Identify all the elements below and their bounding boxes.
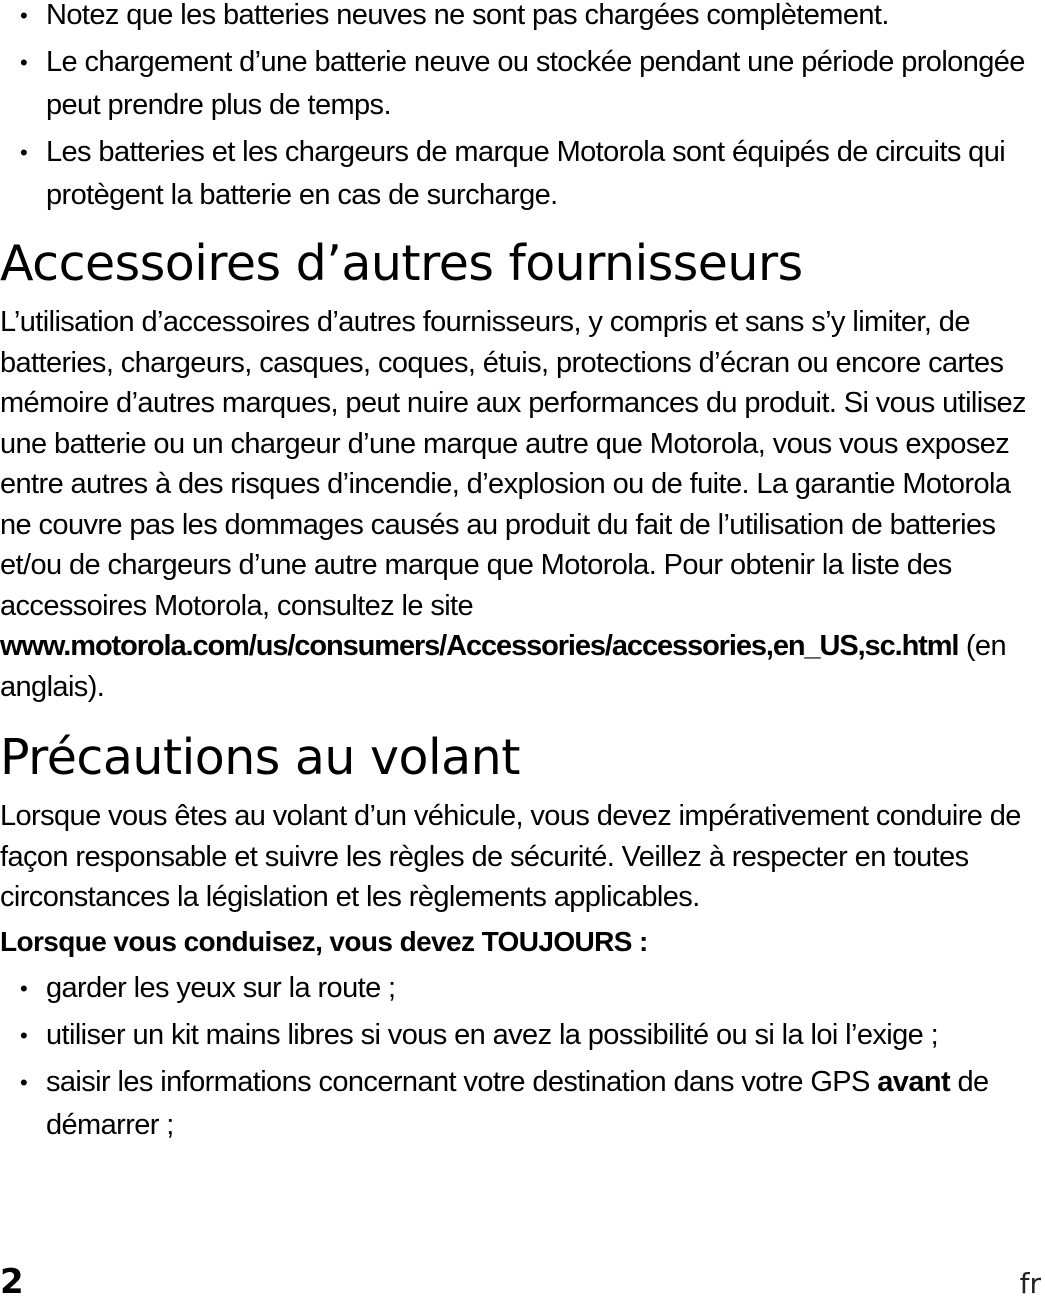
list-item-text: Le chargement d’une batterie neuve ou stockée pendant une période prolongée peut prendre plus de temps.: [46, 46, 1025, 121]
section-heading-driving-precautions: Précautions au volant: [0, 729, 520, 786]
list-item: [0, 0, 1045, 37]
list-item-text: Notez que les batteries neuves ne sont pas chargées complètement.: [46, 0, 889, 31]
list-item-text-end: de démarrer ;: [46, 1066, 989, 1141]
driving-precautions-paragraph: Lorsque vous êtes au volant d’un véhicule, vous devez impérativement conduire de façon responsable et suivre les règles de sécurité. Veillez à respecter en toutes circonstances la législation et les règlements applicables.: [0, 800, 1021, 913]
accessories-paragraph-text: L’utilisation d’accessoires d’autres fournisseurs, y compris et sans s’y limiter, de batteries, chargeurs, casques, coques, étuis, protections d’écran ou encore cartes mémoire d’autres marques, peut nuire aux performances du produit. Si vous utilisez une batterie ou un chargeur d’une marque autre que Motorola, vous vous exposez entre autres à des risques d’incendie, d’explosion ou de fuite. La garantie Motorola ne couvre pas les dommages causés au produit du fait de l’utilisation de batteries et/ou de chargeurs d’une autre marque que Motorola. Pour obtenir la liste des accessoires Motorola, consultez le site: [0, 306, 1026, 622]
list-item: [0, 41, 1045, 127]
accessories-paragraph: [0, 302, 1045, 707]
section-heading-accessories: Accessoires d’autres fournisseurs: [0, 235, 803, 292]
list-item: [0, 1061, 1045, 1147]
url-language-note: (en anglais).: [0, 630, 1006, 703]
list-item-text: Les batteries et les chargeurs de marque Motorola sont équipés de circuits qui protègent la batterie en cas de surcharge.: [46, 136, 1006, 211]
accessories-url-link[interactable]: www.motorola.com/us/consumers/Accessories/accessories,en_US,sc.html: [0, 630, 959, 662]
bullet-icon: •: [20, 140, 28, 165]
driving-rules-list: [0, 967, 1045, 1151]
list-item: [0, 131, 1045, 217]
bullet-icon: •: [20, 1070, 28, 1095]
bullet-icon: •: [20, 3, 28, 28]
list-item: [0, 1014, 1045, 1057]
bullet-icon: •: [20, 976, 28, 1001]
list-item-text: garder les yeux sur la route ;: [46, 972, 396, 1004]
emphasis-before: avant: [877, 1066, 951, 1098]
list-item-text: saisir les informations concernant votre destination dans votre GPS: [46, 1066, 870, 1098]
battery-notes-list: [0, 0, 1045, 221]
page-number: 2: [0, 1262, 24, 1302]
list-item: [0, 967, 1045, 1010]
bullet-icon: •: [20, 50, 28, 75]
list-item-text: utiliser un kit mains libres si vous en avez la possibilité ou si la loi l’exige ;: [46, 1019, 939, 1051]
driving-rules-lead: Lorsque vous conduisez, vous devez TOUJOURS :: [0, 926, 648, 957]
language-code: fr: [1019, 1267, 1041, 1300]
bullet-icon: •: [20, 1023, 28, 1048]
